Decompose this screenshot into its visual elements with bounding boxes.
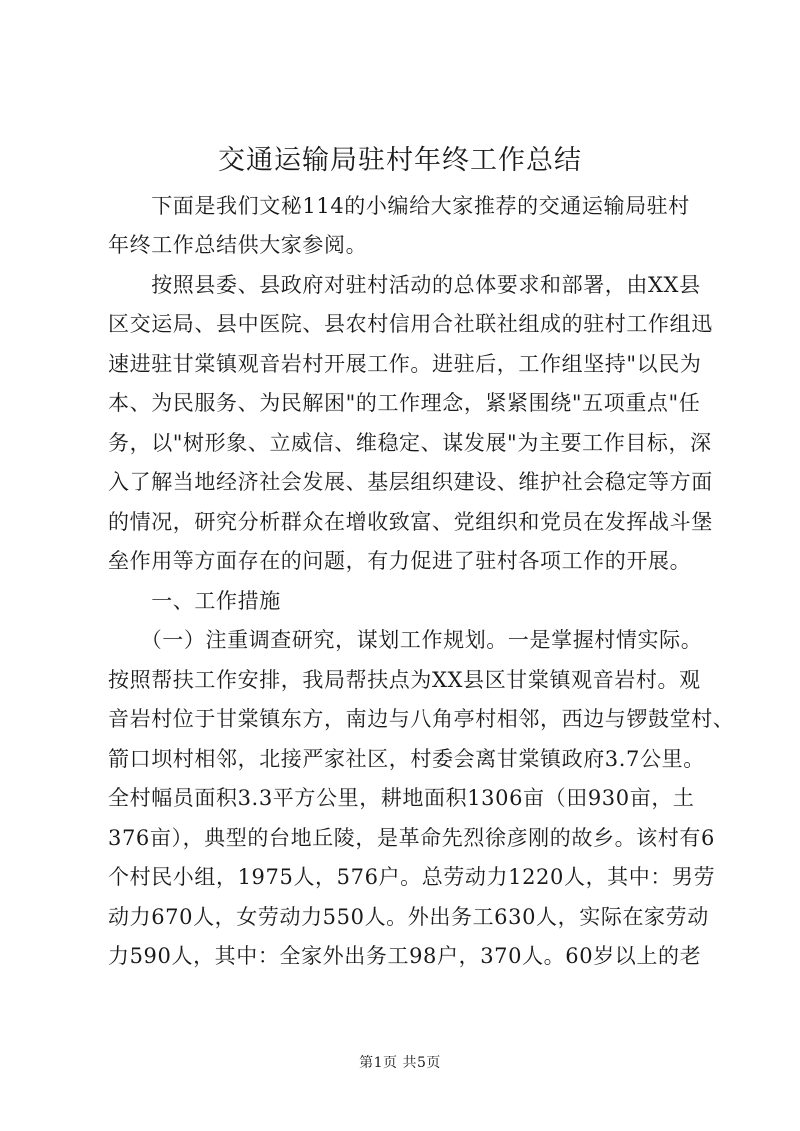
body-line: 下面是我们文秘114的小编给大家推荐的交通运输局驻村 (108, 194, 690, 218)
body-line: 年终工作总结供大家参阅。 (108, 233, 368, 257)
body-line: 垒作用等方面存在的问题，有力促进了驻村各项工作的开展。 (108, 549, 692, 573)
body-line: 全村幅员面积3.3平方公里，耕地面积1306亩（田930亩，土 (108, 786, 695, 810)
body-line: 入了解当地经济社会发展、基层组织建设、维护社会稳定等方面 (108, 470, 713, 494)
body-line: 力590人，其中：全家外出务工98户，370人。60岁以上的老 (108, 944, 702, 968)
body-line: 音岩村位于甘棠镇东方，南边与八角亭村相邻，西边与锣鼓堂村、 (108, 707, 735, 731)
body-line: 的情况，研究分析群众在增收致富、党组织和党员在发挥战斗堡 (108, 510, 713, 534)
body-line: 按照帮扶工作安排，我局帮扶点为XX县区甘棠镇观音岩村。观 (108, 668, 701, 692)
body-line: 本、为民服务、为民解困"的工作理念，紧紧围绕"五项重点"任 (108, 391, 701, 415)
page-number: 第1页 共5页 (359, 1055, 441, 1071)
document-title: 交通运输局驻村年终工作总结 (218, 145, 582, 176)
body-line: 个村民小组，1975人，576户。总劳动力1220人，其中：男劳 (108, 865, 716, 889)
body-line: 动力670人，女劳动力550人。外出务工630人，实际在家劳动 (108, 905, 709, 929)
body-line: 速进驻甘棠镇观音岩村开展工作。进驻后，工作组坚持"以民为 (108, 352, 702, 376)
body-line: 按照县委、县政府对驻村活动的总体要求和部署，由XX县 (108, 273, 701, 297)
body-line: 区交运局、县中医院、县农村信用合社联社组成的驻村工作组迅 (108, 312, 713, 336)
body-line: 376亩），典型的台地丘陵，是革命先烈徐彦刚的故乡。该村有6 (108, 826, 715, 850)
body-line: （一）注重调查研究，谋划工作规划。一是掌握村情实际。 (108, 628, 703, 652)
body-line: 箭口坝村相邻，北接严家社区，村委会离甘棠镇政府3.7公里。 (108, 747, 705, 771)
body-line: 务，以"树形象、立威信、维稳定、谋发展"为主要工作目标，深 (108, 431, 712, 455)
section-heading: 一、工作措施 (108, 589, 281, 613)
